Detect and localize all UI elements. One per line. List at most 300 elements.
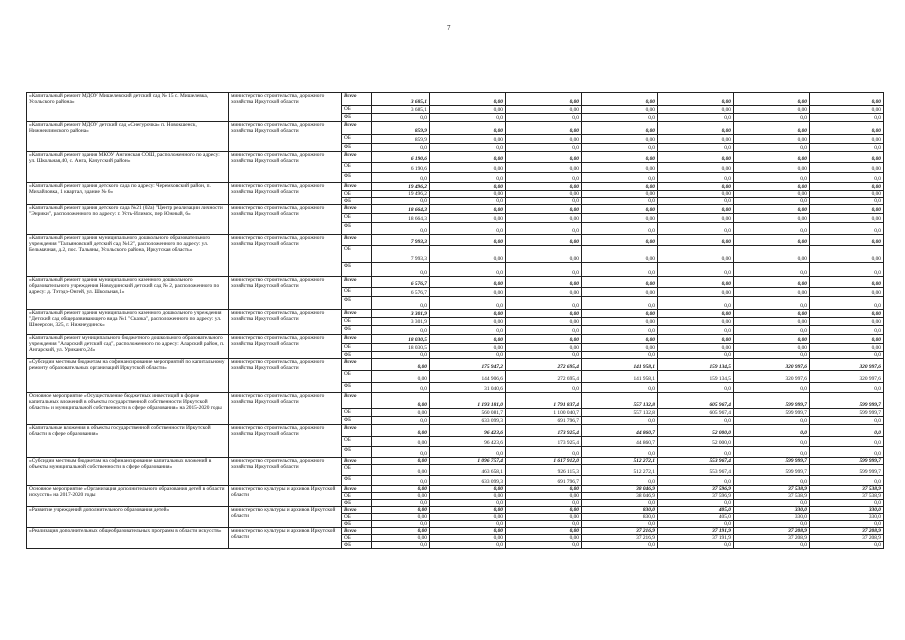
amount-cell: 0,00 (810, 235, 884, 246)
amount-cell: 3 685,1 (372, 93, 430, 106)
funding-source: ОБ (342, 344, 372, 352)
responsible-org: министерство строительства, дорожного хозяйства Иркутской области (229, 425, 342, 458)
amount-cell: 272 695,4 (506, 371, 582, 383)
responsible-org: министерство строительства, дорожного хозяйства Иркутской области (229, 335, 342, 359)
amount-cell: 0,00 (810, 135, 884, 144)
amount-cell: 0,0 (506, 173, 582, 183)
amount-cell: 0,0 (810, 447, 884, 458)
amount-cell: 0,0 (372, 352, 430, 359)
funding-source: Всего (342, 310, 372, 318)
amount-cell: 599 999,7 (734, 393, 810, 409)
amount-cell: 0,00 (658, 335, 734, 344)
amount-cell: 859,9 (372, 122, 430, 135)
amount-cell: 599 999,7 (734, 458, 810, 465)
amount-cell: 0,00 (430, 514, 506, 521)
amount-cell: 6 190,6 (372, 163, 430, 173)
amount-cell: 38 046,9 (582, 493, 658, 500)
table-row (27, 310, 884, 318)
amount-cell: 18 030,5 (372, 335, 430, 344)
amount-cell: 0,0 (658, 114, 734, 122)
funding-source: ФБ (342, 500, 372, 507)
funding-source: ФБ (342, 476, 372, 486)
amount-cell: 18 664,3 (372, 205, 430, 214)
amount-cell: 52 000,0 (658, 425, 734, 437)
amount-cell: 0,00 (506, 235, 582, 246)
amount-cell: 18 030,5 (372, 344, 430, 352)
amount-cell: 0,00 (810, 246, 884, 263)
amount-cell: 0,00 (430, 535, 506, 542)
amount-cell: 0,00 (658, 214, 734, 223)
amount-cell: 0,0 (658, 297, 734, 310)
funding-source: Всего (342, 93, 372, 106)
amount-cell: 0,0 (658, 352, 734, 359)
amount-cell: 6 576,7 (372, 277, 430, 288)
amount-cell: 37 538,9 (734, 493, 810, 500)
funding-source: Всего (342, 152, 372, 163)
amount-cell: 0,00 (658, 122, 734, 135)
amount-cell: 0,00 (734, 205, 810, 214)
amount-cell: 0,00 (582, 344, 658, 352)
amount-cell: 0,00 (810, 335, 884, 344)
measure-name: «Капитальный ремонт здания детского сада №21 (02а) "Центр реализации личности "Энрики", расположенного по адресу: г. Усть-Илимск, пер Южный, 6» (27, 205, 229, 235)
amount-cell: 0,00 (658, 318, 734, 326)
amount-cell: 0,0 (734, 198, 810, 205)
table-row (27, 393, 884, 409)
amount-cell: 0,00 (810, 214, 884, 223)
table-row (27, 235, 884, 246)
amount-cell: 0,0 (582, 521, 658, 528)
amount-cell: 0,0 (582, 198, 658, 205)
amount-cell: 0,0 (506, 542, 582, 549)
amount-cell: 0,00 (430, 486, 506, 493)
amount-cell: 0,0 (658, 447, 734, 458)
table-row (27, 507, 884, 514)
amount-cell: 0,00 (582, 135, 658, 144)
amount-cell: 0,0 (810, 417, 884, 425)
funding-source: ОБ (342, 514, 372, 521)
table-row (27, 93, 884, 106)
amount-cell: 0,00 (658, 93, 734, 106)
amount-cell: 144 906,6 (430, 371, 506, 383)
amount-cell: 0,0 (810, 352, 884, 359)
amount-cell: 0,00 (372, 425, 430, 437)
amount-cell: 0,00 (658, 310, 734, 318)
amount-cell: 0,00 (734, 318, 810, 326)
amount-cell: 0,00 (734, 152, 810, 163)
amount-cell: 0,00 (430, 310, 506, 318)
amount-cell: 599 999,7 (810, 409, 884, 417)
amount-cell: 0,00 (372, 437, 430, 447)
amount-cell: 0,00 (658, 135, 734, 144)
amount-cell: 0,00 (810, 277, 884, 288)
amount-cell: 0,00 (582, 235, 658, 246)
amount-cell: 37 596,9 (658, 486, 734, 493)
amount-cell: 0,0 (582, 352, 658, 359)
amount-cell: 0,0 (658, 173, 734, 183)
amount-cell: 0,0 (506, 447, 582, 458)
amount-cell: 0,0 (810, 437, 884, 447)
funding-source: ОБ (342, 163, 372, 173)
amount-cell: 0,0 (658, 144, 734, 152)
amount-cell: 599 999,7 (734, 409, 810, 417)
amount-cell: 320 997,6 (810, 371, 884, 383)
amount-cell: 0,00 (734, 183, 810, 191)
amount-cell: 0,00 (658, 191, 734, 198)
amount-cell: 0,00 (372, 359, 430, 371)
amount-cell: 0,0 (372, 263, 430, 277)
amount-cell: 0,0 (734, 500, 810, 507)
amount-cell: 0,00 (430, 191, 506, 198)
amount-cell: 0,0 (582, 383, 658, 393)
amount-cell: 0,0 (506, 263, 582, 277)
table-row (27, 152, 884, 163)
amount-cell: 0,0 (810, 500, 884, 507)
responsible-org: министерство строительства, дорожного хозяйства Иркутской области (229, 393, 342, 425)
funding-source: Всего (342, 425, 372, 437)
amount-cell: 0,00 (810, 310, 884, 318)
amount-cell: 0,00 (430, 135, 506, 144)
amount-cell: 37 208,9 (734, 528, 810, 535)
amount-cell: 463 658,1 (430, 465, 506, 476)
amount-cell: 0,00 (372, 393, 430, 409)
amount-cell: 0,00 (430, 246, 506, 263)
funding-source: ОБ (342, 409, 372, 417)
amount-cell: 0,00 (430, 106, 506, 114)
funding-source: ОБ (342, 246, 372, 263)
funding-source: ФБ (342, 542, 372, 549)
amount-cell: 52 000,0 (658, 437, 734, 447)
amount-cell: 0,0 (658, 521, 734, 528)
amount-cell: 0,00 (658, 235, 734, 246)
amount-cell: 0,0 (506, 198, 582, 205)
amount-cell: 0,00 (506, 277, 582, 288)
amount-cell: 0,0 (810, 521, 884, 528)
amount-cell: 560 081,7 (430, 409, 506, 417)
amount-cell: 0,00 (810, 106, 884, 114)
amount-cell: 0,0 (372, 326, 430, 335)
amount-cell: 159 134,5 (658, 371, 734, 383)
amount-cell: 0,0 (582, 144, 658, 152)
amount-cell: 0,00 (506, 535, 582, 542)
amount-cell: 0,0 (372, 500, 430, 507)
funding-source: ОБ (342, 493, 372, 500)
measure-name: Основное мероприятие «Осуществление бюджетных инвестиций в форме капитальных вложений в объекты государственной собственности Иркутской области» и муниципальной собственности в сфере образования» на 2015-2020 годы (27, 393, 229, 425)
amount-cell: 0,0 (658, 383, 734, 393)
funding-source: Всего (342, 122, 372, 135)
amount-cell: 0,00 (506, 152, 582, 163)
measure-name: Основное мероприятие «Организация дополнительного образования детей в области искусств» на 2017-2020 годы (27, 486, 229, 507)
amount-cell: 0,00 (810, 93, 884, 106)
funding-source: Всего (342, 205, 372, 214)
amount-cell: 0,0 (734, 297, 810, 310)
amount-cell: 605 967,4 (658, 409, 734, 417)
amount-cell: 0,00 (506, 288, 582, 297)
amount-cell: 0,00 (734, 344, 810, 352)
amount-cell: 159 134,5 (658, 359, 734, 371)
funding-source: ОБ (342, 318, 372, 326)
amount-cell: 0,00 (430, 493, 506, 500)
amount-cell: 830,0 (582, 507, 658, 514)
amount-cell: 6 576,7 (372, 288, 430, 297)
amount-cell: 0,00 (658, 277, 734, 288)
funding-source: ОБ (342, 106, 372, 114)
amount-cell: 0,0 (734, 383, 810, 393)
amount-cell: 0,0 (372, 447, 430, 458)
funding-source: Всего (342, 507, 372, 514)
amount-cell: 0,00 (506, 214, 582, 223)
amount-cell: 0,0 (734, 223, 810, 235)
amount-cell: 0,0 (506, 352, 582, 359)
amount-cell: 0,00 (506, 335, 582, 344)
amount-cell: 0,0 (734, 417, 810, 425)
amount-cell: 44 860,7 (582, 425, 658, 437)
amount-cell: 0,0 (372, 173, 430, 183)
amount-cell: 0,0 (430, 542, 506, 549)
amount-cell: 557 132,8 (582, 393, 658, 409)
amount-cell: 0,0 (372, 542, 430, 549)
amount-cell: 37 191,9 (658, 528, 734, 535)
amount-cell: 0,0 (582, 114, 658, 122)
measure-name: «Капитальный ремонт здания МКОУ Ангинская СОШ, расположенного по адресу: ул. Школьная,40, с. Анга, Качугский район» (27, 152, 229, 183)
amount-cell: 0,00 (658, 152, 734, 163)
amount-cell: 31 040,6 (430, 383, 506, 393)
measure-name: «Субсидии местным бюджетам на софинансирование капитальных вложений в объекты муниципальной собственности в сфере образования» (27, 458, 229, 486)
amount-cell: 0,00 (582, 335, 658, 344)
funding-source: ФБ (342, 297, 372, 310)
amount-cell: 173 925,4 (506, 437, 582, 447)
amount-cell: 859,9 (372, 135, 430, 144)
amount-cell: 0,0 (506, 500, 582, 507)
amount-cell: 405,0 (658, 507, 734, 514)
responsible-org: министерство культуры и архивов Иркутской области (229, 486, 342, 507)
funding-source: ОБ (342, 135, 372, 144)
responsible-org: министерство строительства, дорожного хозяйства Иркутской области (229, 93, 342, 122)
amount-cell: 0,0 (582, 542, 658, 549)
amount-cell: 175 947,2 (430, 359, 506, 371)
budget-table-body (27, 93, 884, 549)
amount-cell: 0,00 (430, 122, 506, 135)
amount-cell: 0,00 (582, 214, 658, 223)
amount-cell: 0,00 (734, 135, 810, 144)
amount-cell: 0,00 (582, 310, 658, 318)
amount-cell: 0,0 (810, 144, 884, 152)
measure-name: «Капитальный ремонт здания муниципального казенного дошкольного учреждения "Детский сад общеразвивающего вида №1 "Сказка", расположенного по адресу: ул. Шнеерсон, 325, г. Нижнеудинск» (27, 310, 229, 335)
amount-cell: 553 967,4 (658, 458, 734, 465)
amount-cell: 0,00 (582, 152, 658, 163)
amount-cell: 96 423,6 (430, 425, 506, 437)
amount-cell: 0,00 (506, 507, 582, 514)
amount-cell: 0,00 (506, 493, 582, 500)
amount-cell: 691 796,7 (506, 476, 582, 486)
amount-cell: 0,0 (658, 500, 734, 507)
measure-name: «Капитальный ремонт здания муниципального казенного дошкольного образовательного учреждения Новоудинский детский сад № 2, расположенного по адресу: д. Тэтэдэ-Онгей, ул. Школьная,1» (27, 277, 229, 310)
amount-cell: 0,00 (506, 93, 582, 106)
amount-cell: 0,00 (430, 214, 506, 223)
amount-cell: 0,00 (734, 335, 810, 344)
amount-cell: 0,0 (372, 144, 430, 152)
funding-source: Всего (342, 277, 372, 288)
amount-cell: 0,00 (810, 205, 884, 214)
amount-cell: 173 925,4 (506, 425, 582, 437)
funding-source: ОБ (342, 437, 372, 447)
funding-source: Всего (342, 335, 372, 344)
amount-cell: 0,00 (372, 535, 430, 542)
amount-cell: 0,00 (506, 486, 582, 493)
amount-cell: 605 967,4 (658, 393, 734, 409)
amount-cell: 0,0 (734, 326, 810, 335)
amount-cell: 0,0 (658, 198, 734, 205)
amount-cell: 830,0 (582, 514, 658, 521)
amount-cell: 0,0 (430, 198, 506, 205)
amount-cell: 512 272,1 (582, 458, 658, 465)
amount-cell: 0,0 (734, 263, 810, 277)
amount-cell: 0,0 (372, 476, 430, 486)
amount-cell: 0,00 (506, 318, 582, 326)
responsible-org: министерство строительства, дорожного хозяйства Иркутской области (229, 183, 342, 205)
amount-cell: 0,0 (810, 383, 884, 393)
funding-source: Всего (342, 486, 372, 493)
funding-source: ФБ (342, 173, 372, 183)
amount-cell: 0,00 (372, 465, 430, 476)
amount-cell: 44 860,7 (582, 437, 658, 447)
amount-cell: 37 191,9 (658, 535, 734, 542)
amount-cell: 0,00 (734, 106, 810, 114)
amount-cell: 0,00 (506, 528, 582, 535)
amount-cell: 0,00 (734, 246, 810, 263)
page-number: 7 (447, 24, 451, 32)
amount-cell: 141 958,1 (582, 359, 658, 371)
amount-cell: 633 099,3 (430, 417, 506, 425)
amount-cell: 1 100 040,7 (506, 409, 582, 417)
responsible-org: министерство строительства, дорожного хозяйства Иркутской области (229, 277, 342, 310)
amount-cell: 0,0 (810, 223, 884, 235)
amount-cell: 0,00 (658, 106, 734, 114)
funding-source: ОБ (342, 288, 372, 297)
amount-cell: 0,00 (430, 183, 506, 191)
amount-cell: 320 997,6 (810, 359, 884, 371)
amount-cell: 0,00 (430, 152, 506, 163)
amount-cell: 0,0 (430, 500, 506, 507)
amount-cell: 599 999,7 (734, 465, 810, 476)
funding-source: ФБ (342, 114, 372, 122)
measure-name: «Капитальные вложения в объекты государственной собственности Иркутской области в сфере образования» (27, 425, 229, 458)
amount-cell: 1 193 181,0 (430, 393, 506, 409)
amount-cell: 0,00 (582, 205, 658, 214)
amount-cell: 0,0 (734, 521, 810, 528)
amount-cell: 0,00 (372, 493, 430, 500)
amount-cell: 0,00 (734, 310, 810, 318)
amount-cell: 37 208,9 (810, 535, 884, 542)
responsible-org: министерство строительства, дорожного хозяйства Иркутской области (229, 235, 342, 277)
funding-source: ФБ (342, 383, 372, 393)
funding-source: ФБ (342, 223, 372, 235)
amount-cell: 0,0 (430, 521, 506, 528)
table-row (27, 528, 884, 535)
amount-cell: 0,00 (430, 163, 506, 173)
amount-cell: 633 099,3 (430, 476, 506, 486)
responsible-org: министерство культуры и архивов Иркутской области (229, 507, 342, 528)
amount-cell: 0,00 (582, 191, 658, 198)
amount-cell: 0,00 (506, 246, 582, 263)
amount-cell: 141 958,1 (582, 371, 658, 383)
amount-cell: 0,00 (582, 288, 658, 297)
amount-cell: 0,00 (810, 152, 884, 163)
amount-cell: 0,0 (506, 521, 582, 528)
table-row (27, 277, 884, 288)
amount-cell: 0,00 (430, 205, 506, 214)
amount-cell: 0,0 (810, 173, 884, 183)
measure-name: «Капитальный ремонт МДОУ Мишелевский детский сад № 15 с. Мишелевка, Усольского района» (27, 93, 229, 122)
amount-cell: 330,0 (734, 507, 810, 514)
amount-cell: 0,0 (582, 447, 658, 458)
amount-cell: 0,0 (658, 223, 734, 235)
amount-cell: 3 685,1 (372, 106, 430, 114)
measure-name: «Субсидии местным бюджетам на софинансирование мероприятий по капитальному ремонту образовательных организаций Иркутской области» (27, 359, 229, 393)
amount-cell: 0,00 (582, 163, 658, 173)
funding-source: ОБ (342, 191, 372, 198)
amount-cell: 0,0 (506, 297, 582, 310)
funding-source: ФБ (342, 417, 372, 425)
amount-cell: 0,0 (734, 114, 810, 122)
amount-cell: 1 096 757,4 (430, 458, 506, 465)
amount-cell: 0,00 (430, 335, 506, 344)
amount-cell: 0,0 (372, 297, 430, 310)
amount-cell: 1 791 837,4 (506, 393, 582, 409)
amount-cell: 3 301,9 (372, 310, 430, 318)
amount-cell: 0,0 (582, 223, 658, 235)
amount-cell: 0,00 (506, 135, 582, 144)
amount-cell: 553 967,4 (658, 465, 734, 476)
amount-cell: 0,0 (430, 223, 506, 235)
amount-cell: 0,00 (506, 163, 582, 173)
measure-name: «Капитальный ремонт МДОУ детский сад «Снегурочка» п. Новокшенск, Нижнеилимского района» (27, 122, 229, 152)
funding-source: ФБ (342, 326, 372, 335)
amount-cell: 0,00 (506, 122, 582, 135)
amount-cell: 0,00 (430, 288, 506, 297)
amount-cell: 0,00 (734, 163, 810, 173)
amount-cell: 0,00 (506, 191, 582, 198)
amount-cell: 0,0 (810, 425, 884, 437)
funding-source: ФБ (342, 352, 372, 359)
amount-cell: 0,00 (372, 371, 430, 383)
amount-cell: 557 132,8 (582, 409, 658, 417)
table-row (27, 486, 884, 493)
budget-table (26, 92, 884, 549)
amount-cell: 0,0 (734, 173, 810, 183)
amount-cell: 0,00 (810, 183, 884, 191)
amount-cell: 0,0 (810, 326, 884, 335)
amount-cell: 0,00 (582, 318, 658, 326)
amount-cell: 0,0 (658, 542, 734, 549)
table-row (27, 335, 884, 344)
amount-cell: 0,00 (734, 277, 810, 288)
amount-cell: 0,00 (372, 409, 430, 417)
amount-cell: 0,0 (430, 352, 506, 359)
table-row (27, 359, 884, 371)
amount-cell: 7 993,3 (372, 246, 430, 263)
amount-cell: 0,00 (430, 277, 506, 288)
funding-source: Всего (342, 359, 372, 371)
amount-cell: 0,0 (582, 297, 658, 310)
amount-cell: 0,00 (810, 163, 884, 173)
amount-cell: 0,00 (582, 122, 658, 135)
amount-cell: 0,0 (810, 114, 884, 122)
amount-cell: 37 538,9 (734, 486, 810, 493)
amount-cell: 599 999,7 (810, 393, 884, 409)
amount-cell: 7 993,3 (372, 235, 430, 246)
amount-cell: 0,00 (506, 344, 582, 352)
amount-cell: 0,0 (372, 223, 430, 235)
